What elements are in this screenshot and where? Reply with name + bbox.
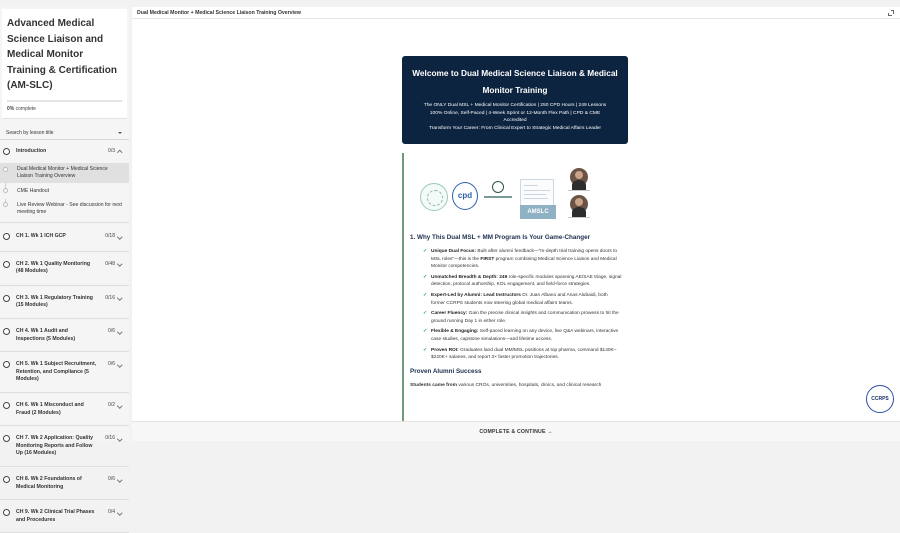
section-title: CH 2. Wk 1 Quality Monitoring (48 Modules)	[16, 260, 91, 275]
chevron-down-icon[interactable]	[115, 435, 125, 442]
section-count: 0/6	[108, 328, 115, 335]
section-header	[0, 476, 129, 491]
benefit-text: Gain the precise clinical insights and communication prowess to hit the ground running Day 1 in either role.	[431, 311, 619, 324]
benefit-bold: Unique Dual Focus:	[431, 249, 477, 254]
section-status-icon	[3, 509, 10, 516]
lesson-content	[402, 153, 628, 423]
benefit-bold: Proven ROI:	[431, 347, 459, 353]
section-header	[0, 402, 129, 417]
benefit-text: program combining Medical Science Liaison and Medical Monitor competencies.	[431, 256, 617, 270]
benefit-text: role-specific modules spanning AE/SAE triage, signal detection, protocol authorship, KOL engagement, and field-force strategies.	[431, 274, 622, 288]
course-sidebar	[0, 7, 129, 523]
benefit-item	[423, 328, 622, 343]
certificate-icon	[520, 179, 554, 207]
checkmark-icon: ✓	[423, 291, 428, 298]
section-status-icon	[3, 435, 10, 442]
section-title: CH 7. Wk 2 Application: Quality Monitoring Reports and Follow Up (16 Modules)	[16, 435, 94, 457]
welcome-line: 100% Online, Self-Paced | 4-Week Sprint or 12-Month Flex Path | CPD & CME	[429, 110, 601, 116]
section-status-icon	[3, 148, 10, 155]
accreditation-seal-icon	[420, 183, 448, 211]
section-title: CH 8. Wk 2 Foundations of Medical Monitoring	[16, 476, 82, 490]
welcome-line: Accredited	[503, 118, 527, 123]
section-status-icon	[3, 328, 10, 335]
chevron-down-icon[interactable]	[115, 328, 125, 335]
alumni-note	[410, 383, 628, 388]
section-header	[0, 328, 129, 343]
complete-continue-button[interactable]	[132, 421, 900, 441]
section-count: 0/3	[108, 147, 115, 154]
benefit-item	[423, 292, 622, 307]
lesson-title: Live Review Webinar - See discussion for next meeting time	[17, 202, 122, 216]
section-status-icon	[3, 476, 10, 483]
benefit-bold: 249	[499, 274, 508, 280]
benefit-text: Graduates land dual MM/MSL positions at top pharma, command $140K–$220K+ salaries, and report 3× faster promotion trajectories.	[431, 347, 617, 361]
lesson-status-icon	[3, 167, 8, 172]
lesson-status-icon	[3, 188, 8, 193]
alumni-heading: Proven Alumni Success	[410, 367, 482, 375]
lesson-item[interactable]	[0, 183, 129, 199]
instructor-caption	[568, 190, 590, 191]
amslc-badge: AMSLC	[520, 205, 556, 219]
section-ch4[interactable]	[0, 319, 129, 352]
welcome-title-line: Monitor Training	[482, 84, 548, 95]
section-ch8[interactable]	[0, 467, 129, 500]
section-header[interactable]	[0, 148, 129, 156]
lesson-search-label: Search by lesson title	[6, 129, 54, 136]
chevron-down-icon[interactable]	[115, 295, 125, 302]
certificate-line	[524, 190, 550, 191]
section-header	[0, 233, 129, 241]
section-status-icon	[3, 361, 10, 368]
complete-continue-label: COMPLETE & CONTINUE →	[479, 429, 553, 435]
welcome-title-line: Welcome to Dual Medical Science Liaison & Medical	[412, 68, 618, 78]
section-ch1[interactable]	[0, 223, 129, 252]
course-title: Advanced Medical Science Liaison and Medical Monitor Training & Certification (AM-SLC)	[7, 18, 118, 91]
instructor-photo-avatar	[570, 195, 588, 213]
chevron-down-icon[interactable]	[115, 476, 125, 483]
section-count: 0/6	[108, 476, 115, 482]
benefit-bold: Lead Instructors	[483, 292, 521, 298]
progress-value: 0%	[7, 105, 15, 112]
checkmark-icon: ✓	[423, 346, 428, 353]
benefit-item	[423, 274, 622, 289]
caret-down-icon	[118, 132, 122, 134]
section-ch9[interactable]	[0, 500, 129, 533]
lesson-title: CME Handout	[17, 188, 49, 195]
checkmark-icon: ✓	[423, 273, 428, 280]
lesson-search-dropdown[interactable]	[0, 128, 129, 140]
lesson-topbar	[132, 7, 900, 19]
alumni-note-text: various CROs, universities, hospitals, clinics, and clinical research	[457, 382, 602, 388]
section-ch6[interactable]	[0, 393, 129, 426]
section-count: 0/2	[108, 402, 115, 409]
alumni-note-bold: Students came from	[410, 382, 458, 388]
section-count: 0/16	[105, 435, 115, 442]
section-title: CH 1. Wk 1 ICH GCP	[16, 233, 66, 240]
cpd-badge: cpd	[452, 182, 478, 210]
progress-bar	[7, 100, 122, 102]
certificate-line	[524, 198, 548, 199]
certificate-line	[524, 185, 538, 186]
chevron-down-icon[interactable]	[115, 509, 125, 516]
lesson-item[interactable]	[0, 163, 129, 183]
benefit-bold: FIRST	[480, 256, 495, 262]
chevron-down-icon[interactable]	[115, 261, 125, 268]
benefit-list	[423, 248, 622, 362]
section-header	[0, 509, 129, 524]
welcome-line: Transform Your Career: From Clinical Expert to Strategic Medical Affairs Leader	[428, 125, 602, 131]
chevron-down-icon[interactable]	[115, 233, 125, 240]
section-title: CH 3. Wk 1 Regulatory Training (15 Modules)	[16, 294, 93, 309]
lesson-topbar-title: Dual Medical Monitor + Medical Science Liaison Training Overview	[137, 10, 301, 16]
accreditation-badges	[420, 159, 624, 229]
chevron-up-icon[interactable]	[115, 148, 125, 155]
section-ch5[interactable]	[0, 352, 129, 393]
lesson-status-icon	[3, 202, 8, 207]
section-title: CH 6. Wk 1 Misconduct and Fraud (2 Modules)	[16, 402, 84, 416]
welcome-line: The ONLY Dual MSL + Medical Monitor Certification | 250 CPD Hours | 249 Lessons	[423, 103, 607, 108]
section-introduction	[0, 140, 129, 224]
certificate-line	[524, 194, 546, 195]
progress-text	[7, 106, 122, 112]
section-status-icon	[3, 261, 10, 268]
section-title: CH 4. Wk 1 Audit and Inspections (5 Modules)	[16, 328, 76, 342]
section-status-icon	[3, 402, 10, 409]
section-title: CH 5. Wk 1 Subject Recruitment, Retention, and Compliance (5 Modules)	[16, 361, 97, 383]
ccrps-logo-label: CCRPS	[871, 396, 889, 402]
section-status-icon	[3, 295, 10, 302]
section-ch3[interactable]	[0, 286, 129, 319]
benefit-item	[423, 248, 622, 271]
lesson-pane	[132, 7, 900, 441]
section-header	[0, 361, 129, 384]
progress-label: complete	[15, 105, 36, 112]
section-status-icon	[3, 233, 10, 240]
section-title: Introduction	[16, 147, 47, 154]
benefit-item	[423, 347, 622, 362]
section-count: 0/4	[108, 509, 115, 516]
lesson-item[interactable]	[0, 199, 129, 218]
accreditor-logo-icon	[484, 181, 512, 203]
ccrps-chat-button[interactable]	[866, 385, 894, 413]
checkmark-icon: ✓	[423, 310, 428, 317]
welcome-banner	[402, 56, 628, 144]
benefit-text: Self-paced learning on any device, live Q&A webinars, interactive case studies, capstone simulations—and lifetime access.	[431, 329, 619, 342]
section-count: 0/6	[108, 361, 115, 368]
benefit-bold: Expert-Led by Alumni:	[431, 292, 482, 298]
section-ch2[interactable]	[0, 252, 129, 286]
lesson-title: Dual Medical Monitor + Medical Science Liaison Training Overview	[17, 166, 108, 180]
accreditor-logo-bar	[484, 196, 512, 198]
chevron-down-icon[interactable]	[115, 361, 125, 368]
section-count: 0/48	[105, 260, 115, 267]
section-count: 0/18	[105, 233, 115, 240]
checkmark-icon: ✓	[423, 328, 428, 335]
section-ch7[interactable]	[0, 426, 129, 467]
section-count: 0/16	[105, 294, 115, 301]
chevron-down-icon[interactable]	[115, 402, 125, 409]
accreditor-logo-ring	[492, 181, 504, 193]
benefit-bold: Flexible & Engaging:	[431, 329, 479, 335]
benefit-text: Dr. Juan Albano and Anas Alubaidi, both former CCRPS students now steering global medical affairs teams.	[431, 292, 608, 306]
expand-icon[interactable]	[888, 10, 894, 16]
welcome-title	[402, 65, 628, 98]
benefit-bold: Unmatched Breadth & Depth:	[431, 274, 498, 280]
section-title: CH 9. Wk 2 Clinical Trial Phases and Procedures	[16, 509, 95, 523]
section-header	[0, 295, 129, 310]
section-heading: 1. Why This Dual MSL + MM Program Is Your Game-Changer	[410, 234, 591, 241]
section-header	[0, 435, 129, 458]
checkmark-icon: ✓	[423, 248, 428, 254]
course-header	[2, 9, 127, 119]
benefit-text: Built after alumni feedback—“In-depth trial training opens doors to MSL roles”—this is the	[431, 249, 618, 262]
benefit-item	[423, 310, 622, 325]
section-header	[0, 261, 129, 276]
benefit-bold: Career Fluency:	[431, 311, 468, 317]
instructor-photo-avatar	[570, 168, 588, 186]
instructor-caption	[568, 217, 590, 218]
